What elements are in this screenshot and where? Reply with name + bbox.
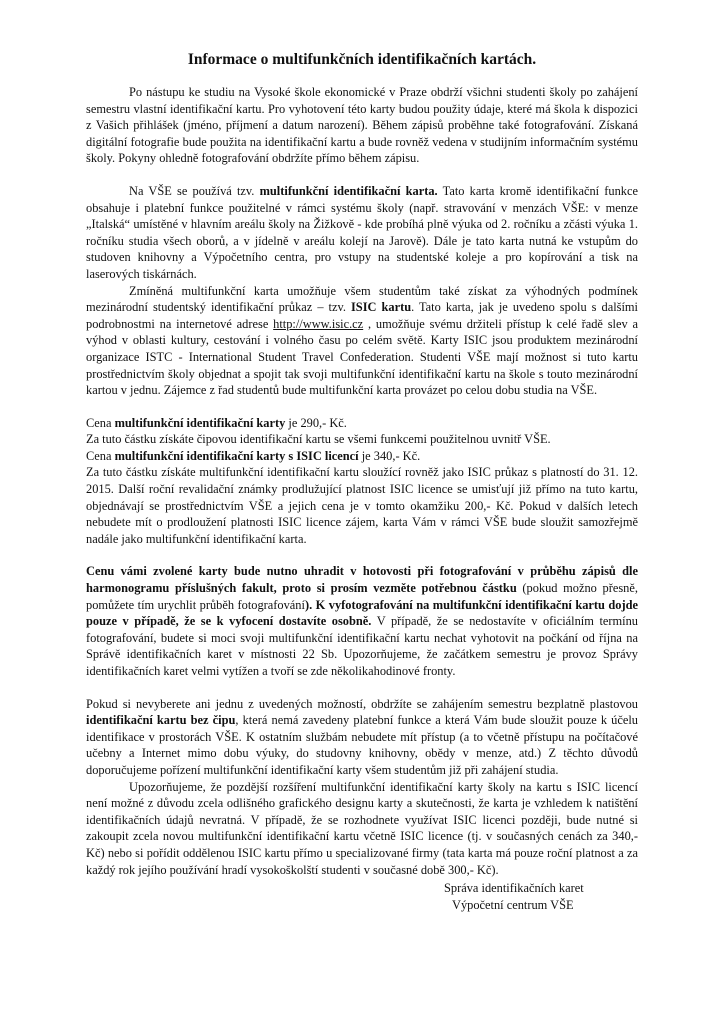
paragraph-no-chip-card: Pokud si nevyberete ani jednu z uvedených možností, obdržíte se zahájením semestru bezplatně plastovou identifikační kartu bez čipu, která nemá zavedeny platební funkce a která Vám bude sloužit pouze k účelu identifikace v prostorách VŠE. K ostatním službám nebudete mít přístup (a to včetně přístupu na počítačové učebny a Internet mimo dobu výuky, do studovny knihovny, obědy v menze, atd.) Z těchto důvodů doporučujeme pořízení multifunkční identifikační karty všem studentům již při zahájení studia. xyxy=(86,696,638,777)
paragraph-payment: Cenu vámi zvolené karty bude nutno uhradit v hotovosti při fotografování v průběhu zápisů dle harmonogramu příslušných fakult, proto si prosím vezměte potřebnou částku (pokud možno přesně, pomůžete tím urychlit průběh fotografování). K vyfotografování na multifunkční identifikační kartu dojde pouze v případě, že se k vyfocení dostavíte osobně. V případě, že se nedostavíte v oficiálním termínu fotografování, budete si moci svoji multifunkční identifikační kartu nechat vyhotovit na počkání od října na Správě identifikačních karet v místnosti 22 Sb. Upozorňujeme, že začátkem semestru je provoz Správy identifikačních karet velmi vytížen a tvoří se zde několikahodinové fronty. xyxy=(86,564,638,678)
document-page xyxy=(86,50,638,913)
paragraph-later-extension: Upozorňujeme, že pozdější rozšíření multifunkční identifikační karty školy na kartu s ISIC licencí není možné z důvodu zcela odlišného grafického designu karty a skutečnosti, že karta je vzhledem k natištění identifikačních údajů nevratná. V případě, že se rozhodnete využívat ISIC licenci později, bude nutné si zakoupit zcela novou multifunkční identifikační kartu včetně ISIC licence (tj. v současných cenách za 340,- Kč) nebo si pořídit oddělenou ISIC kartu přímo u specializované firmy (tata karta má pouze roční platnost a za každý rok jejího používání hradí vysokoškolští studenti v současné době 300,- Kč). xyxy=(86,779,638,877)
paragraph-multifunction-card: Na VŠE se používá tzv. multifunkční identifikační karta. Tato karta kromě identifikační funkce obsahuje i platební funkce použitelné v rámci systému školy (např. stravování v menzách VŠE: v menze „Italská“ umístěné v hlavním areálu školy na Žižkově - kde probíhá plně výuka od 2. ročníku a zčásti výuka 1. ročníku studia všech oborů, a v jídelně v areálu kolejí na Jarově). Dále je tato karta nutná ke vstupům do studoven knihovny a Výpočetního centra, pro vstupy na studentské koleje a pro kopírování a tisk na laserových tiskárnách. xyxy=(86,183,638,281)
term-card-without-chip: identifikační kartu bez čipu xyxy=(86,713,236,728)
term-multifunction-card: multifunkční identifikační karta. xyxy=(259,183,438,198)
paragraph-isic: Zmíněná multifunkční karta umožňuje všem studentům také získat za výhodných podmínek mezinárodní studentský identifikační průkaz – tzv. ISIC kartu. Tato karta, jak je uvedeno spolu s dalšími podrobnostmi na internetové adrese http://www.isic.cz , umožňuje svému držiteli přístup k celé řadě slev a výhod v oblasti kultury, cestování i volného času po celém světě. Karty ISIC jsou produktem mezinárodní organizace ISTC - International Student Travel Confederation. Studenti VŠE mají možnost si tuto kartu prostřednictvím školy objednat a spojit tak svoji multifunkční identifikační kartu na škole s touto mezinárodní kartou v jednu. Zájemce z řad studentů bude multifunkční karta provázet po celou dobu studia na VŠE. xyxy=(86,283,638,398)
signature-department: Správa identifikačních karet xyxy=(444,881,584,896)
paragraph-intro: Po nástupu ke studiu na Vysoké škole ekonomické v Praze obdrží všichni studenti školy po zahájení semestru vlastní identifikační kartu. Pro vyhotovení této karty budou použity údaje, které má škola k dispozici z Vašich přihlášek (jméno, příjmení a datum narození). Během zápisů proběhne také fotografování. Získaná digitální fotografie bude použita na identifikační kartu a bude rovněž vedena v studijním informačním systému školy. Pokyny ohledně fotografování obdržíte přímo během zápisu. xyxy=(86,85,638,166)
document-title: Informace o multifunkčních identifikačních kartách. xyxy=(187,51,537,68)
price-basic-card: Cena multifunkční identifikační karty je 290,- Kč. xyxy=(86,415,347,430)
signature-block xyxy=(444,880,638,913)
price-basic-card-description: Za tuto částku získáte čipovou identifikační kartu se všemi funkcemi použitelnou uvnitř VŠE. xyxy=(86,432,551,447)
term-isic-card: ISIC kartu xyxy=(350,300,412,315)
price-isic-card-description: Za tuto částku získáte multifunkční identifikační kartu sloužící rovněž jako ISIC průkaz s platností do 31. 12. 2015. Další roční revalidační známky prodlužující platnost ISIC licence se umisťují již přímo na tuto kartu, objednávají se prostřednictvím VŠE a jejich cena je v tomto okamžiku 200,- Kč. Pokud v dalších letech nebudete mít o prodloužení platnosti ISIC licence zájem, karta Vám v rámci VŠE bude sloužit samozřejmě nadále jako multifunkční identifikační karta. xyxy=(86,465,638,546)
isic-website-link[interactable]: http://www.isic.cz xyxy=(273,316,364,331)
signature-center: Výpočetní centrum VŠE xyxy=(452,897,574,912)
price-isic-card: Cena multifunkční identifikační karty s ISIC licencí je 340,- Kč. xyxy=(86,448,421,463)
